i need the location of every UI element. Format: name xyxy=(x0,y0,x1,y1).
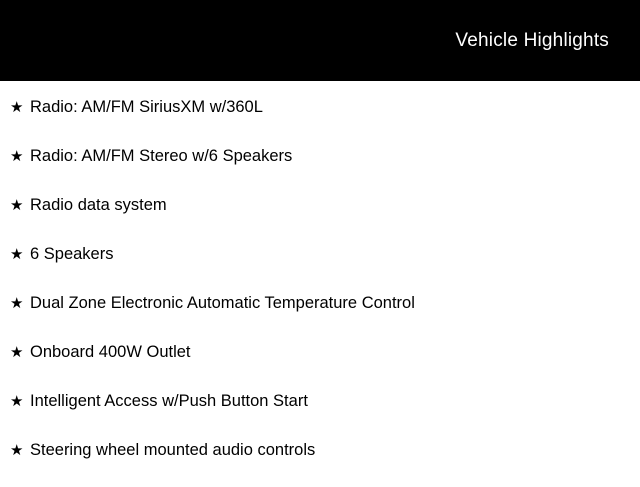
list-item xyxy=(0,193,640,242)
list-item xyxy=(0,95,640,144)
list-item-label: Radio data system xyxy=(30,196,167,214)
star-icon: ★ xyxy=(10,148,24,165)
star-icon: ★ xyxy=(10,344,24,361)
list-item xyxy=(0,340,640,389)
vehicle-highlights-list xyxy=(0,81,640,487)
star-icon: ★ xyxy=(10,246,24,263)
page-header xyxy=(0,0,640,81)
list-item xyxy=(0,291,640,340)
star-icon: ★ xyxy=(10,295,24,312)
list-item-label: Steering wheel mounted audio controls xyxy=(30,441,316,459)
list-item xyxy=(0,389,640,438)
list-item-label: Intelligent Access w/Push Button Start xyxy=(30,392,308,410)
list-item xyxy=(0,144,640,193)
list-item-label: Onboard 400W Outlet xyxy=(30,343,191,361)
star-icon: ★ xyxy=(10,393,24,410)
star-icon: ★ xyxy=(10,99,24,116)
page-title: Vehicle Highlights xyxy=(455,29,609,51)
star-icon: ★ xyxy=(10,442,24,459)
list-item-label: 6 Speakers xyxy=(30,245,114,263)
star-icon: ★ xyxy=(10,197,24,214)
list-item-label: Radio: AM/FM Stereo w/6 Speakers xyxy=(30,147,293,165)
list-item xyxy=(0,242,640,291)
list-item-label: Dual Zone Electronic Automatic Temperature Control xyxy=(30,294,415,312)
list-item-label: Radio: AM/FM SiriusXM w/360L xyxy=(30,98,263,116)
